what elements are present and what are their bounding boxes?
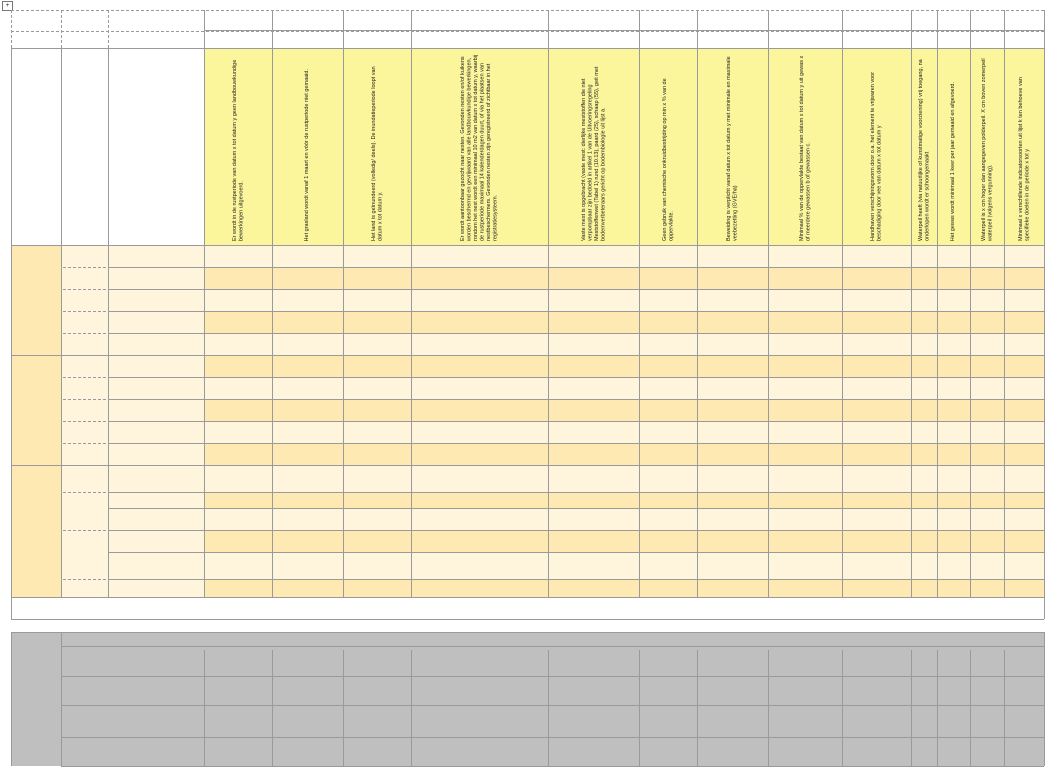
- activity-description-text: Handhaven verschijningsvorm door o.a. het element te vrijwaren voor beschadiging door vee van datum x tot datum y: [870, 71, 883, 241]
- activity-description-3: [275, 52, 340, 241]
- activity-description-text: Geen gebruik van chemische onkruidbestrijding op min x % van de oppervlakte.: [661, 78, 674, 241]
- activity-description-1: [207, 52, 269, 241]
- group-background: [11, 465, 61, 597]
- row-background: [204, 311, 1044, 333]
- activity-description-text: Het grasland wordt vanaf 1 maart en vóór de rustperiode niet gemaaid.: [304, 68, 311, 241]
- table-move-handle-icon[interactable]: +: [2, 1, 13, 11]
- activity-description-16: [914, 52, 934, 241]
- row-background: [204, 267, 1044, 289]
- row-background: [204, 289, 1044, 311]
- row-background: [204, 377, 1044, 399]
- activity-description-text: Het gewas wordt minimaal 1 keer per jaar gemaaid en afgevoerd.: [950, 81, 957, 241]
- activity-description-text: Beweiding is verplicht vanaf datum x tot datum y met minimale en maximale veebezetting (GVE/ha): [726, 56, 739, 241]
- row-background: [204, 492, 1044, 508]
- activity-description-text: Het land is geïnundeerd (volledig/ deels). De inundatieperiode loopt van datum x tot datum y.: [370, 66, 383, 241]
- row-background: [204, 399, 1044, 421]
- row-background: [204, 333, 1044, 355]
- activity-description-9: [771, 52, 839, 241]
- row-background: [204, 552, 1044, 579]
- activity-description-text: Waterpeil is x cm hoger dan aangegeven polderpeil. X cm boven zomerpeil waterpeil (volgens vergunning).: [980, 58, 993, 241]
- beloning-background: [11, 632, 1044, 766]
- activity-description-text: Vaste mest is opgebracht (vaste mest: dierlijke meststoffen die niet verpompbaar zijn bedoeld in artikel 1 van de Uitvoeringsregeling Meststoffenwet (Tabel 1) rund (10.13), paard (25), schaap (55), geit met bodemverbeteraars gericht op bodembiologie uit lijst a.: [580, 66, 606, 241]
- group-background: [11, 355, 61, 465]
- activity-description-4: [346, 52, 408, 241]
- activity-description-text: Er wordt in de rustperiode van datum x tot datum y geen landbouwkundige bewerkingen uitgevoerd.: [231, 59, 244, 241]
- activity-description-5: [414, 52, 545, 241]
- row-background: [204, 355, 1044, 377]
- activity-description-6: [551, 52, 636, 241]
- row-background: [204, 508, 1044, 530]
- group-background: [11, 245, 61, 355]
- activity-description-text: Minimaal x verschillende indicatorsoorten uit lijst k ten behoeve van specifieke doelen in de periode x tot y: [1017, 77, 1030, 241]
- row-background: [204, 579, 1044, 597]
- activity-description-text: Waterpeil heeft (via natuurlijke of kunstmatige voorziening) vrij toegang, na onderlopen wordt er schoongemaakt: [917, 59, 930, 241]
- row-background: [204, 421, 1044, 443]
- activity-description-19: [1007, 52, 1041, 241]
- row-background: [204, 443, 1044, 465]
- activity-description-17: [940, 52, 967, 241]
- activity-description-18: [973, 52, 1001, 241]
- activity-description-text: Minimaal % van de oppervlakte bestaat van datum x tot datum y uit gewas x of meerdere gewassen b of gewassen c.: [798, 55, 811, 241]
- row-background: [204, 465, 1044, 492]
- activity-description-8: [700, 52, 765, 241]
- activity-description-7: [642, 52, 694, 241]
- activity-description-11: [845, 52, 908, 241]
- row-background: [204, 530, 1044, 552]
- row-background: [204, 245, 1044, 267]
- activity-description-text: Er wordt aantoonbaar gezocht naar nesten. Gevonden nesten en/of kuikens worden beschermd en gevrijwaard van alle landbouwkundige bewerkingen, rondom het nest wordt een minimaal 10 m2 van datum x tot datum y, waarbij de rustperiode maximaal 14 kalenderdagen duurt, of via het plaatsen van nestbeschermers. Gevonden nesten zijn geregistreerd of zichtbaar in het registratiesysteem.: [460, 54, 499, 241]
